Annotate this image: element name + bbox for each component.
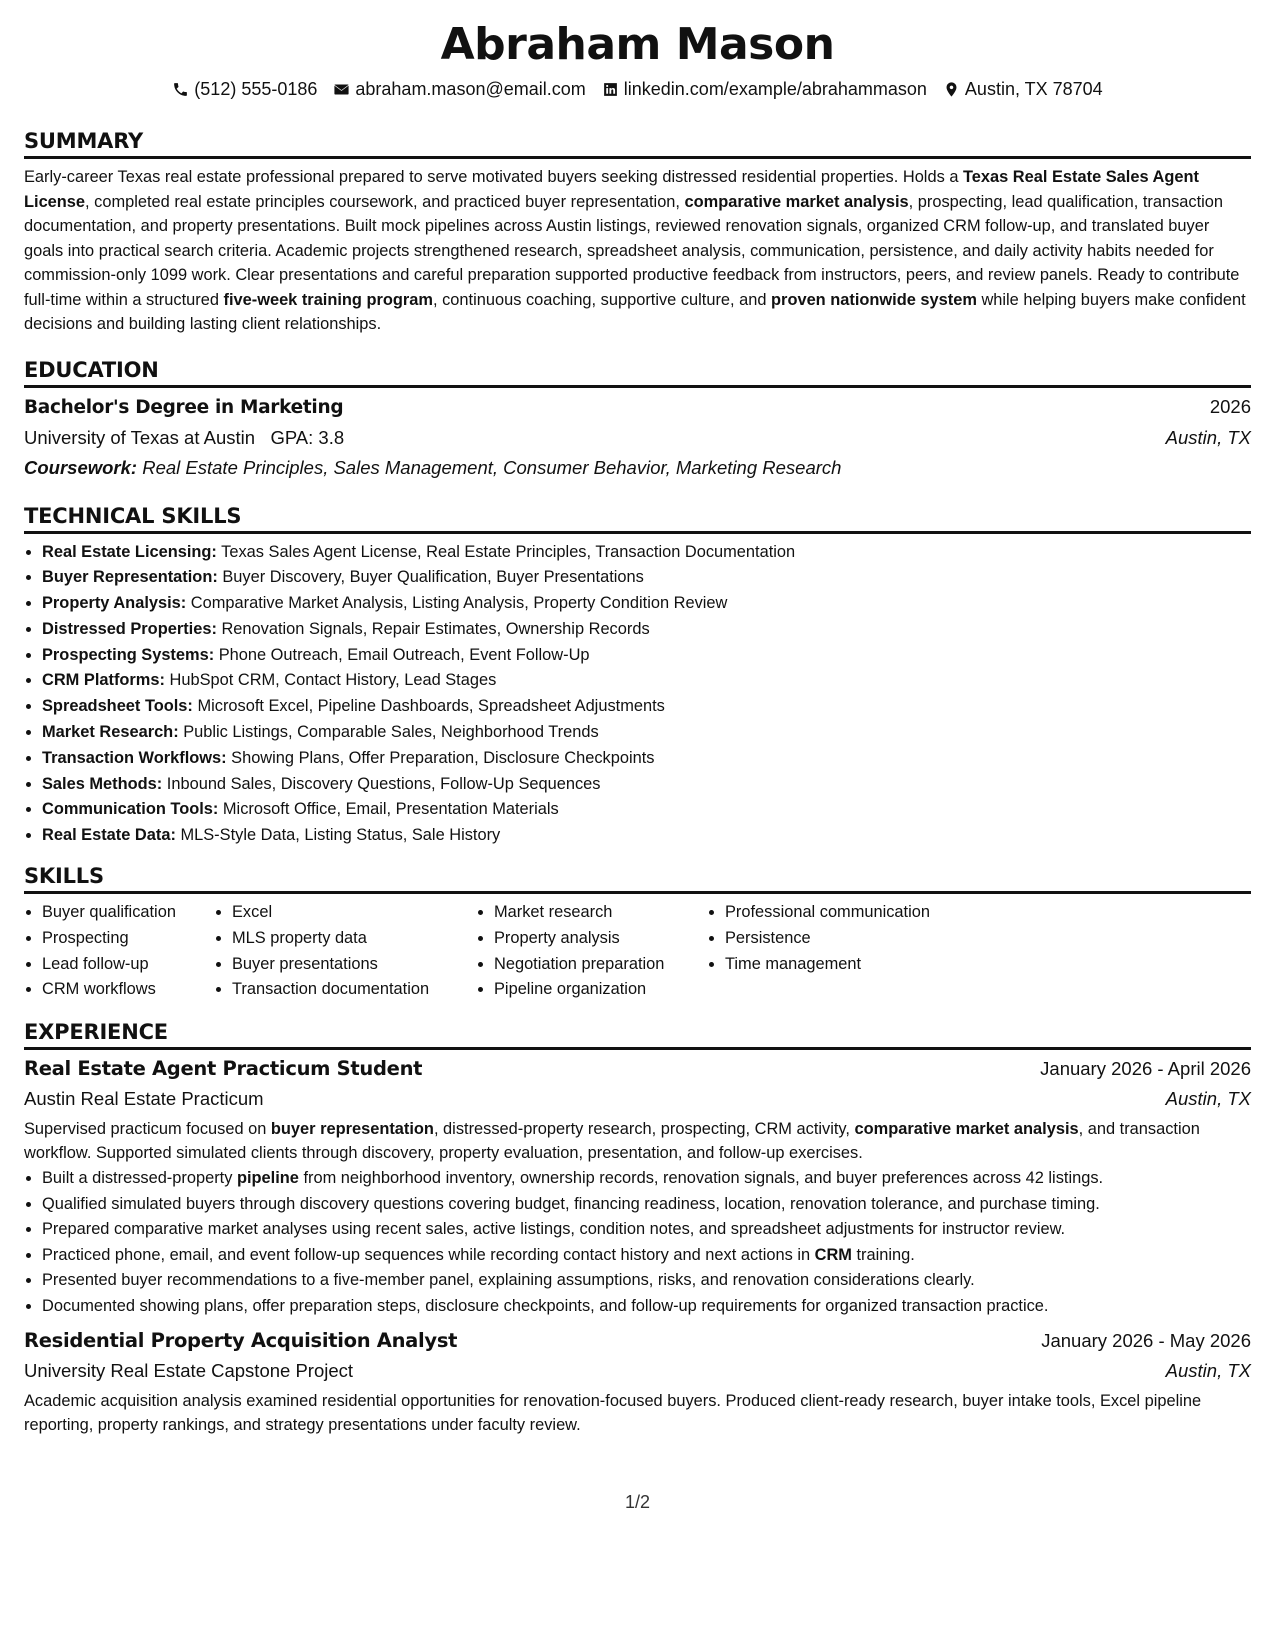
- education-header-row: [24, 392, 1251, 423]
- text-run: Supervised practicum focused on: [24, 1120, 271, 1139]
- skills-column: [24, 900, 214, 1003]
- skills-column: [476, 900, 707, 1003]
- skill-category: Property Analysis:: [42, 594, 187, 613]
- text-run: , completed real estate principles coursework, and practiced buyer representation,: [85, 192, 685, 211]
- experience-list: [24, 1054, 1251, 1437]
- linkedin-icon: [602, 81, 619, 98]
- job-bullet: [42, 1193, 1251, 1217]
- skill-values: HubSpot CRM, Contact History, Lead Stages: [169, 671, 497, 690]
- skill-item: • Market research: [494, 900, 707, 926]
- job-location: Austin, TX: [1165, 1088, 1251, 1110]
- text-run: Qualified simulated buyers through discovery questions covering budget, financing readiness, location, renovation tolerance, and purchase timing.: [42, 1194, 1100, 1213]
- technical-skill-item: [42, 591, 1251, 617]
- text-run: while helping buyers make confident decisions and building lasting client relationships.: [24, 290, 1246, 333]
- bold-text: CRM: [814, 1245, 852, 1264]
- text-run: Presented buyer recommendations to a five-member panel, explaining assumptions, risks, and renovation considerations clearly.: [42, 1271, 975, 1290]
- skill-item: • Negotiation preparation: [494, 952, 707, 978]
- skill-values: Showing Plans, Offer Preparation, Disclosure Checkpoints: [231, 748, 655, 767]
- skill-category: Buyer Representation:: [42, 568, 218, 587]
- envelope-icon: [333, 81, 350, 98]
- section-title-technical-skills: TECHNICAL SKILLS: [24, 503, 1251, 534]
- skill-category: Market Research:: [42, 723, 179, 742]
- skill-item: • Buyer presentations: [232, 952, 476, 978]
- text-run: Practiced phone, email, and event follow-up sequences while recording contact history and next actions in: [42, 1245, 815, 1264]
- skill-category: Spreadsheet Tools:: [42, 697, 193, 716]
- technical-skills-list: [24, 540, 1251, 850]
- job-bullet: [42, 1244, 1251, 1268]
- job-organization: Austin Real Estate Practicum: [24, 1088, 264, 1110]
- bold-text: five-week training program: [223, 290, 433, 309]
- skill-values: Phone Outreach, Email Outreach, Event Follow-Up: [218, 645, 590, 664]
- email-text: abraham.mason@email.com: [355, 79, 586, 99]
- phone-icon: [172, 81, 189, 98]
- technical-skill-item: [42, 772, 1251, 798]
- job-dates: January 2026 - May 2026: [1041, 1330, 1251, 1352]
- bold-text: buyer representation: [270, 1120, 434, 1139]
- phone-text: (512) 555-0186: [194, 79, 318, 99]
- text-run: , prospecting, lead qualification, transaction documentation, and property presentations. Built mock pipelines across Austin listings, reviewed renovation signals, organized CRM follow-up, and translated buyer goals into practical search criteria. Academic projects strengthened research, spreadsheet analysis, communication, persistence, and daily activity habits needed for commission-only 1099 work. Clear presentations and careful preparation supported productive feedback from instructors, peers, and review panels. Ready to contribute full-time within a structured: [24, 192, 1240, 309]
- job-dates: January 2026 - April 2026: [1040, 1058, 1251, 1080]
- job-title: Real Estate Agent Practicum Student: [24, 1057, 423, 1081]
- bold-text: pipeline: [236, 1169, 299, 1188]
- contact-bar: [24, 76, 1251, 102]
- graduation-year: 2026: [1209, 395, 1251, 417]
- text-run: training.: [851, 1245, 915, 1264]
- text-run: , continuous coaching, supportive culture, and: [433, 290, 772, 309]
- text-run: Documented showing plans, offer preparation steps, disclosure checkpoints, and follow-up requirements for organized transaction practice.: [42, 1296, 1049, 1315]
- job-bullet: [42, 1218, 1251, 1242]
- skill-item: • Time management: [725, 952, 967, 978]
- skill-category: Sales Methods:: [42, 774, 163, 793]
- contact-email[interactable]: [333, 76, 585, 102]
- technical-skill-item: [42, 643, 1251, 669]
- text-run: , distressed-property research, prospecting, CRM activity,: [433, 1120, 855, 1139]
- skill-category: Communication Tools:: [42, 800, 219, 819]
- skill-category: Real Estate Licensing:: [42, 542, 217, 561]
- skills-column: [214, 900, 476, 1003]
- skill-values: Public Listings, Comparable Sales, Neighborhood Trends: [183, 723, 599, 742]
- job-summary: [24, 1118, 1251, 1165]
- experience-entry: [24, 1326, 1251, 1437]
- summary-text: [24, 165, 1251, 337]
- skill-category: CRM Platforms:: [42, 671, 165, 690]
- job-summary: [24, 1390, 1251, 1437]
- summary-section: [24, 128, 1251, 337]
- location-text: Austin, TX 78704: [964, 79, 1103, 99]
- job-bullets: [24, 1167, 1251, 1318]
- school-line: [24, 423, 344, 452]
- job-org-row: [24, 1084, 1251, 1114]
- job-bullet: [42, 1269, 1251, 1293]
- text-run: Prepared comparative market analyses using recent sales, active listings, condition notes, and spreadsheet adjustments for instructor review.: [42, 1220, 1066, 1239]
- degree-name: Bachelor's Degree in Marketing: [24, 396, 344, 418]
- skill-item: • Persistence: [725, 926, 967, 952]
- bold-text: proven nationwide system: [771, 290, 977, 309]
- skills-grid: [24, 900, 1251, 1003]
- technical-skill-item: [42, 668, 1251, 694]
- job-organization: University Real Estate Capstone Project: [24, 1360, 354, 1382]
- skill-category: Prospecting Systems:: [42, 645, 215, 664]
- technical-skill-item: [42, 540, 1251, 566]
- contact-location: [943, 76, 1103, 102]
- experience-section: [24, 1019, 1251, 1437]
- education-school-row: [24, 423, 1251, 453]
- technical-skill-item: [42, 746, 1251, 772]
- text-run: Built a distressed-property: [42, 1169, 237, 1188]
- skill-values: Microsoft Excel, Pipeline Dashboards, Spreadsheet Adjustments: [197, 697, 665, 716]
- job-header-row: [24, 1054, 1251, 1084]
- technical-skills-section: [24, 503, 1251, 850]
- school-location: Austin, TX: [1165, 426, 1251, 448]
- school-name: University of Texas at Austin: [24, 426, 256, 448]
- candidate-name: Abraham Mason: [440, 19, 835, 70]
- map-pin-icon: [943, 81, 960, 98]
- technical-skill-item: [42, 617, 1251, 643]
- skill-values: Microsoft Office, Email, Presentation Materials: [222, 800, 559, 819]
- skill-item: • Property analysis: [494, 926, 707, 952]
- contact-linkedin[interactable]: [602, 76, 927, 102]
- skill-item: • Prospecting: [42, 926, 214, 952]
- text-run: , and transaction workflow. Supported simulated clients through discovery, property evaluation, presentation, and follow-up exercises.: [24, 1120, 1200, 1162]
- job-bullet: [42, 1167, 1251, 1191]
- job-location: Austin, TX: [1165, 1360, 1251, 1382]
- text-run: from neighborhood inventory, ownership records, renovation signals, and buyer preferences across 42 listings.: [298, 1169, 1104, 1188]
- technical-skill-item: [42, 565, 1251, 591]
- skill-values: Inbound Sales, Discovery Questions, Follow-Up Sequences: [166, 774, 601, 793]
- education-section: [24, 357, 1251, 483]
- skill-item: • Transaction documentation: [232, 977, 476, 1003]
- skill-item: • CRM workflows: [42, 977, 214, 1003]
- skills-column: [707, 900, 967, 1003]
- bold-text: Texas Real Estate Sales Agent License: [24, 168, 1199, 211]
- skill-item: • Excel: [232, 900, 476, 926]
- skill-item: • Lead follow-up: [42, 952, 214, 978]
- technical-skill-item: [42, 797, 1251, 823]
- skill-values: Texas Sales Agent License, Real Estate Principles, Transaction Documentation: [221, 542, 796, 561]
- section-title-summary: SUMMARY: [24, 128, 1251, 159]
- experience-entry: [24, 1054, 1251, 1318]
- skill-item: • Pipeline organization: [494, 977, 707, 1003]
- skill-values: Buyer Discovery, Buyer Qualification, Buyer Presentations: [222, 568, 644, 587]
- skill-category: Transaction Workflows:: [42, 748, 227, 767]
- job-org-row: [24, 1356, 1251, 1386]
- technical-skill-item: [42, 720, 1251, 746]
- contact-phone[interactable]: [172, 76, 317, 102]
- section-title-experience: EXPERIENCE: [24, 1019, 1251, 1050]
- text-run: Academic acquisition analysis examined residential opportunities for renovation-focused buyers. Produced client-ready research, buyer intake tools, Excel pipeline reporting, property rankings, and strategy presentations under faculty review.: [24, 1392, 1202, 1434]
- skill-item: • MLS property data: [232, 926, 476, 952]
- linkedin-text: linkedin.com/example/abrahammason: [623, 79, 927, 99]
- text-run: Early-career Texas real estate professional prepared to serve motivated buyers seeking distressed residential properties. Holds a: [24, 168, 963, 186]
- gpa: GPA: 3.8: [270, 426, 345, 448]
- page-number: 1/2: [624, 1492, 651, 1512]
- skill-item: • Buyer qualification: [42, 900, 214, 926]
- coursework-label: Coursework:: [24, 456, 138, 478]
- coursework-line: [24, 453, 1251, 483]
- job-header-row: [24, 1326, 1251, 1356]
- technical-skill-item: [42, 694, 1251, 720]
- job-bullet: [42, 1295, 1251, 1319]
- job-title: Residential Property Acquisition Analyst: [24, 1329, 458, 1353]
- skill-category: Real Estate Data:: [42, 826, 176, 845]
- skill-values: Comparative Market Analysis, Listing Analysis, Property Condition Review: [190, 594, 728, 613]
- technical-skill-item: [42, 823, 1251, 849]
- section-title-skills: SKILLS: [24, 863, 1251, 894]
- skill-values: Renovation Signals, Repair Estimates, Ownership Records: [221, 619, 650, 638]
- bold-text: comparative market analysis: [854, 1120, 1079, 1139]
- skill-values: MLS-Style Data, Listing Status, Sale History: [180, 826, 501, 845]
- section-title-education: EDUCATION: [24, 357, 1251, 388]
- skill-item: • Professional communication: [725, 900, 967, 926]
- skill-category: Distressed Properties:: [42, 619, 217, 638]
- coursework-list: Real Estate Principles, Sales Management, Consumer Behavior, Marketing Research: [142, 456, 842, 478]
- bold-text: comparative market analysis: [684, 192, 909, 211]
- skills-section: [24, 863, 1251, 1003]
